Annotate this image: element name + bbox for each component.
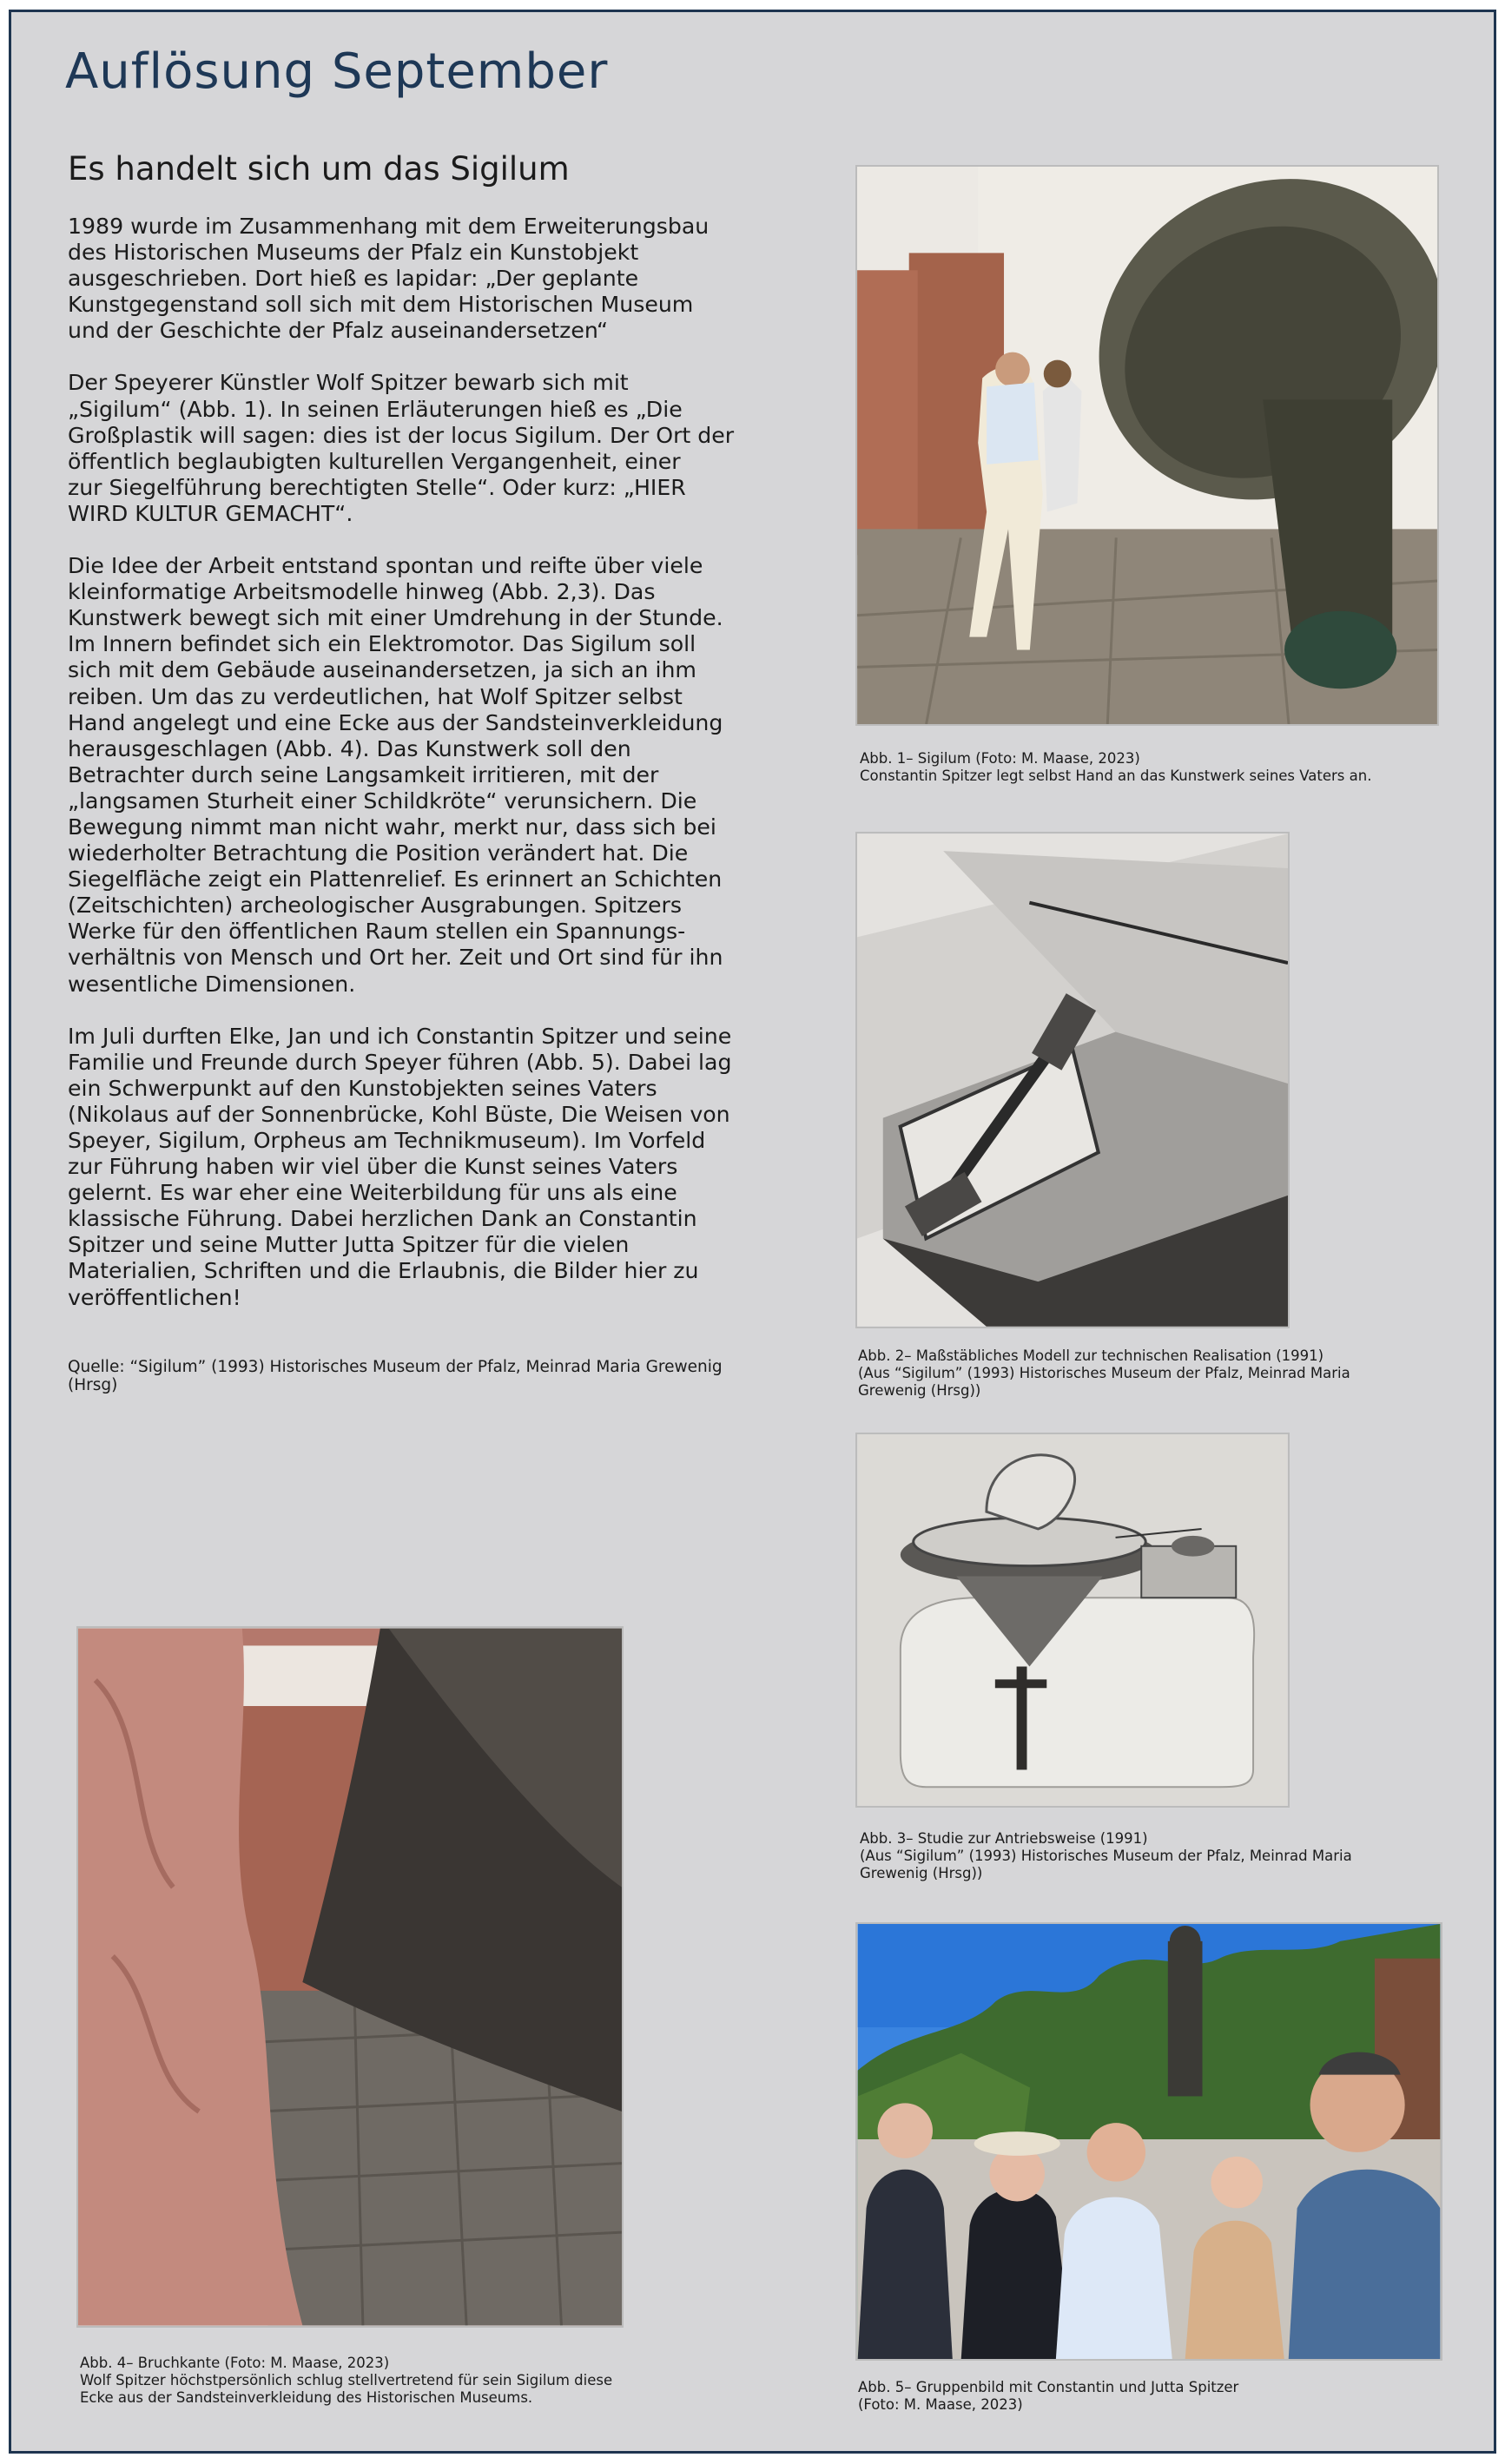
page-title: Auflösung September (65, 43, 609, 100)
figure-1-photo (855, 165, 1439, 726)
figure-4-photo (76, 1626, 624, 2328)
paragraph: Im Juli durften Elke, Jan und ich Constantin Spitzer und seine Familie und Freunde durch Speyer führen (Abb. 5). Dabei lag ein Schwerpunkt auf den Kunstobjekten seines Vaters (Nikolaus auf der Sonnenbrücke, Kohl Büste, Die Weisen von Speyer, Sigilum, Orpheus am Technikmuseum). Im Vorfeld zur Führung haben wir viel über die Kunst seines Vaters gelernt. Es war eher eine Weiterbildung für uns als eine klassische Führung. Dabei herzlichen Dank an Constantin Spitzer und seine Mutter Jutta Spitzer für die vielen Materialien, Schriften und die Erlaubnis, die Bilder hier zu veröffentlichen! (68, 1023, 732, 1310)
figure-3-caption: Abb. 3– Studie zur Antriebsweise (1991) (Aus “Sigilum” (1993) Historisches Museum der Pfalz, Meinrad Maria Grewenig (Hrsg)) (860, 1830, 1352, 1881)
figure-5-photo (855, 1922, 1442, 2361)
paragraph: Der Speyerer Künstler Wolf Spitzer bewarb sich mit „Sigilum“ (Abb. 1). In seinen Erläuterungen hieß es „Die Großplastik will sagen: dies ist der locus Sigilum. Der Ort der öffentlich beglaubigten kulturellen Vergangenheit, einer zur Siegelführung berechtigten Stelle“. Oder kurz: „HIER WIRD KULTUR GEMACHT“. (68, 370, 735, 526)
figure-2-drawing (855, 832, 1290, 1328)
figure-5-caption: Abb. 5– Gruppenbild mit Constantin und Jutta Spitzer (Foto: M. Maase, 2023) (858, 2379, 1239, 2413)
article-body (68, 214, 771, 1337)
source-note: Quelle: “Sigilum” (1993) Historisches Museum der Pfalz, Meinrad Maria Grewenig (Hrsg) (68, 1358, 723, 1394)
figure-2-caption: Abb. 2– Maßstäbliches Modell zur technischen Realisation (1991) (Aus “Sigilum” (1993) Historisches Museum der Pfalz, Meinrad Maria Grewenig (Hrsg)) (858, 1347, 1350, 1399)
figure-1-caption: Abb. 1– Sigilum (Foto: M. Maase, 2023) Constantin Spitzer legt selbst Hand an das Kunstwerk seines Vaters an. (860, 750, 1372, 784)
page-subtitle: Es handelt sich um das Sigilum (68, 150, 570, 188)
paragraph: 1989 wurde im Zusammenhang mit dem Erweiterungsbau des Historischen Museums der Pfalz ein Kunstobjekt ausgeschrieben. Dort hieß es lapidar: „Der geplante Kunstgegenstand soll sich mit dem Historischen Museum und der Geschichte der Pfalz auseinandersetzen“ (68, 214, 710, 344)
figure-4-caption: Abb. 4– Bruchkante (Foto: M. Maase, 2023) Wolf Spitzer höchstpersönlich schlug stellvertretend für sein Sigilum diese Ecke aus der Sandsteinverkleidung des Historischen Museums. (80, 2355, 613, 2406)
paragraph: Die Idee der Arbeit entstand spontan und reifte über viele kleinformatige Arbeitsmodelle hinweg (Abb. 2,3). Das Kunstwerk bewegt sich mit einer Umdrehung in der Stunde. Im Innern befindet sich ein Elektromotor. Das Sigilum soll sich mit dem Gebäude auseinandersetzen, ja sich an ihm reiben. Um das zu verdeutlichen, hat Wolf Spitzer selbst Hand angelegt und eine Ecke aus der Sandsteinverkleidung herausgeschlagen (Abb. 4). Das Kunstwerk soll den Betrachter durch seine Langsamkeit irritieren, mit der „langsamen Sturheit einer Schildkröte“ verunsichern. Die Bewegung nimmt man nicht wahr, merkt nur, dass sich bei wiederholter Betrachtung die Position verändert hat. Die Siegelfläche zeigt ein Plattenrelief. Es erinnert an Schichten (Zeitschichten) archeologischer Ausgrabungen. Spitzers Werke für den öffentlichen Raum stellen ein Spannungs- verhältnis von Mensch und Ort her. Zeit und Ort sind für ihn wesentliche Dimensionen. (68, 553, 723, 997)
figure-3-drawing (855, 1433, 1290, 1808)
